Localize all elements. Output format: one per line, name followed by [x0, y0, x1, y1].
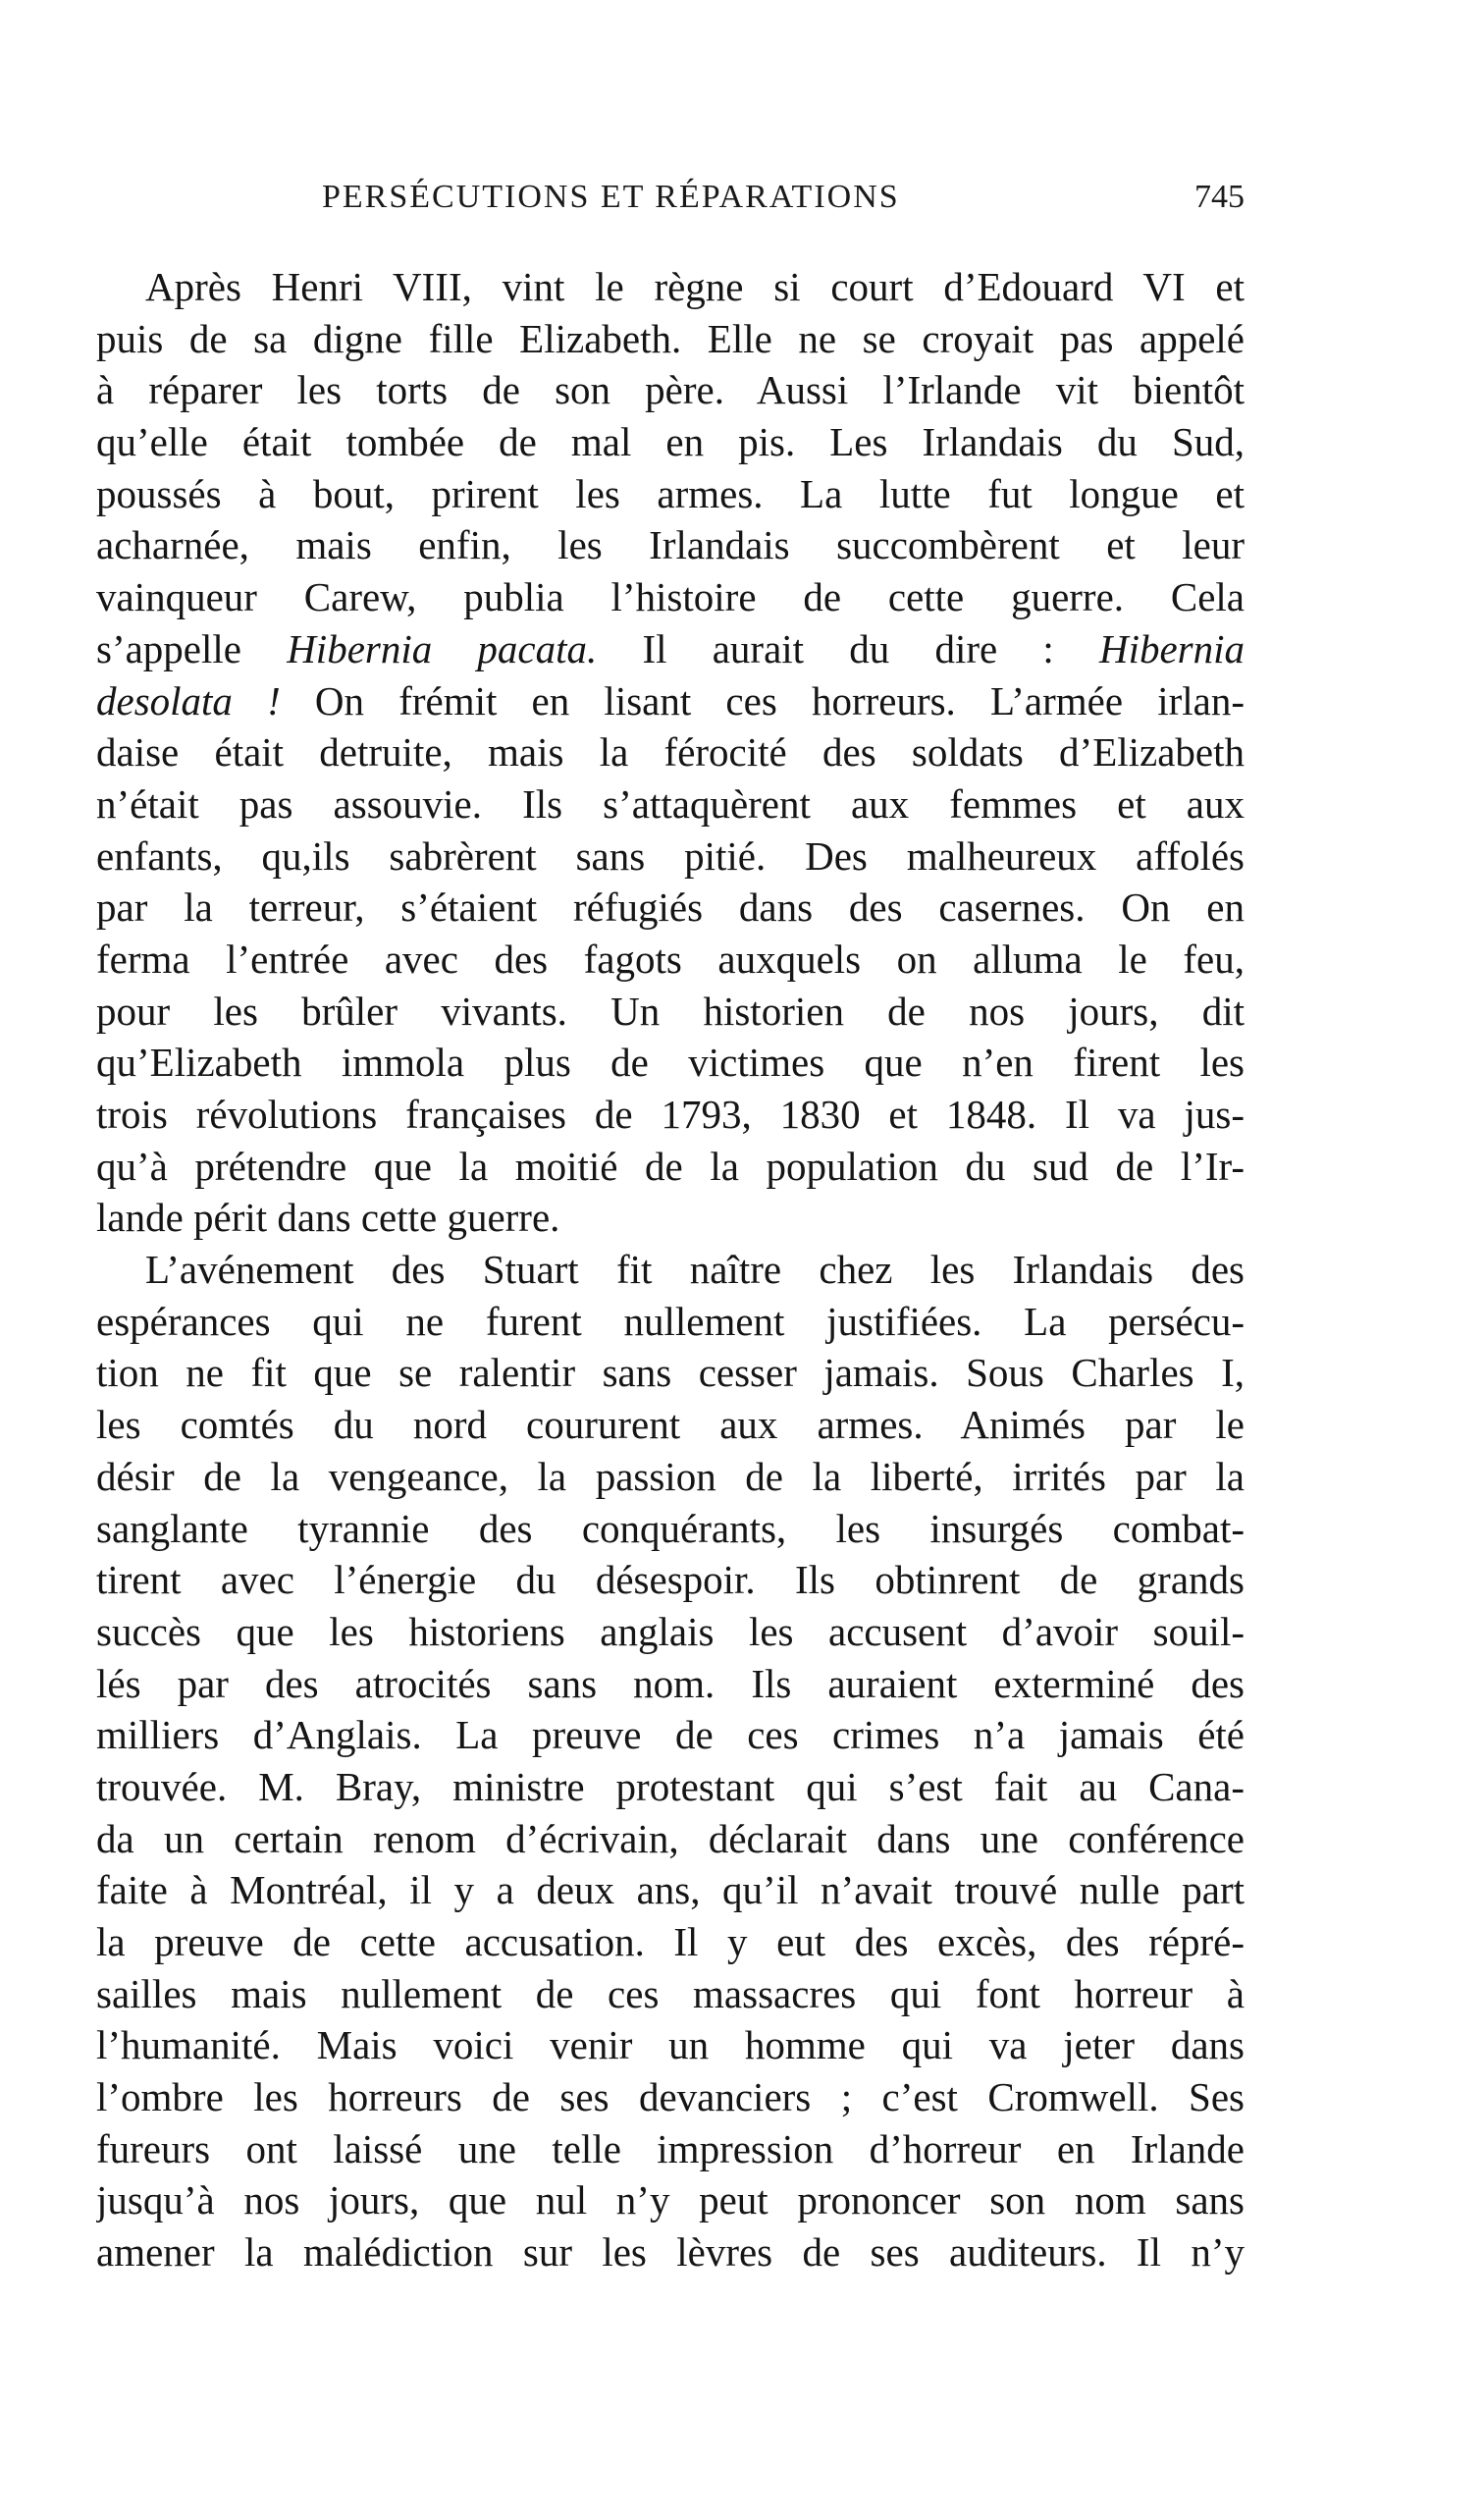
- text-line: tion ne fit que se ralentir sans cesser jamais. Sous Charles I,: [96, 1350, 1245, 1396]
- text-line: vainqueur Carew, publia l’histoire de cette guerre. Cela: [96, 574, 1245, 620]
- text-line: lande périt dans cette guerre.: [96, 1195, 560, 1241]
- running-header: [96, 179, 1245, 228]
- text-line: lés par des atrocités sans nom. Ils auraient exterminé des: [96, 1660, 1245, 1706]
- text-span: On frémit en lisant ces horreurs. L’armée irlan-: [280, 677, 1245, 723]
- text-line: les comtés du nord coururent aux armes. Animés par le: [96, 1402, 1245, 1448]
- italic-phrase: desolata !: [96, 677, 281, 723]
- text-line: trouvée. M. Bray, ministre protestant qui s’est fait au Cana-: [96, 1763, 1245, 1809]
- text-line: daise était detruite, mais la férocité des soldats d’Elizabeth: [96, 729, 1245, 776]
- text-line: amener la malédiction sur les lèvres de ses auditeurs. Il n’y: [96, 2229, 1245, 2276]
- text-line: espérances qui ne furent nullement justifiées. La persécu-: [96, 1298, 1245, 1344]
- text-line: Après Henri VIII, vint le règne si court d’Edouard VI et: [145, 264, 1245, 309]
- text-line: enfants, qu,ils sabrèrent sans pitié. Des malheureux affolés: [96, 832, 1245, 879]
- text-line: ferma l’entrée avec des fagots auxquels on alluma le feu,: [96, 936, 1245, 982]
- text-line: qu’Elizabeth immola plus de victimes que n’en firent les: [96, 1040, 1245, 1086]
- text-line: n’était pas assouvie. Ils s’attaquèrent aux femmes et aux: [96, 780, 1245, 827]
- text-line: acharnée, mais enfin, les Irlandais succombèrent et leur: [96, 522, 1245, 568]
- text-line: da un certain renom d’écrivain, déclarait dans une conférence: [96, 1815, 1245, 1861]
- page-number: 745: [1194, 179, 1245, 215]
- text-line: sailles mais nullement de ces massacres qui font horreur à: [96, 1970, 1245, 2016]
- text-line: poussés à bout, prirent les armes. La lutte fut longue et: [96, 470, 1245, 516]
- body-text: [96, 261, 1245, 2278]
- text-line: fureurs ont laissé une telle impression d’horreur en Irlande: [96, 2125, 1245, 2171]
- text-line: milliers d’Anglais. La preuve de ces crimes n’a jamais été: [96, 1712, 1245, 1758]
- text-line: puis de sa digne fille Elizabeth. Elle ne se croyait pas appelé: [96, 315, 1245, 361]
- text-line: trois révolutions françaises de 1793, 1830 et 1848. Il va jus-: [96, 1092, 1245, 1137]
- text-line: qu’à prétendre que la moitié de la population du sud de l’Ir-: [96, 1143, 1245, 1189]
- text-span: Il aurait du dire :: [597, 625, 1099, 671]
- text-line: qu’elle était tombée de mal en pis. Les Irlandais du Sud,: [96, 419, 1245, 465]
- text-line: [96, 675, 1245, 727]
- text-line: faite à Montréal, il y a deux ans, qu’il n’avait trouvé nulle part: [96, 1867, 1245, 1913]
- text-line: succès que les historiens anglais les accusent d’avoir souil-: [96, 1608, 1245, 1654]
- text-line: désir de la vengeance, la passion de la liberté, irrités par la: [96, 1453, 1245, 1499]
- text-line: L’avénement des Stuart fit naître chez les Irlandais des: [145, 1247, 1245, 1293]
- text-line: [96, 623, 1245, 675]
- italic-phrase: Hibernia: [1098, 625, 1245, 671]
- text-line: à réparer les torts de son père. Aussi l’Irlande vit bientôt: [96, 367, 1245, 413]
- text-line: sanglante tyrannie des conquérants, les insurgés combat-: [96, 1505, 1245, 1551]
- running-title: PERSÉCUTIONS ET RÉPARATIONS: [322, 179, 900, 215]
- text-line: l’ombre les horreurs de ses devanciers ; c’est Cromwell. Ses: [96, 2074, 1245, 2120]
- text-line: par la terreur, s’étaient réfugiés dans des casernes. On en: [96, 884, 1245, 931]
- text-line: pour les brûler vivants. Un historien de nos jours, dit: [96, 988, 1245, 1034]
- italic-phrase: Hibernia pacata.: [287, 625, 598, 671]
- text-line: jusqu’à nos jours, que nul n’y peut prononcer son nom sans: [96, 2177, 1245, 2223]
- text-line: la preuve de cette accusation. Il y eut des excès, des répré-: [96, 1919, 1245, 1964]
- text-line: l’humanité. Mais voici venir un homme qui va jeter dans: [96, 2022, 1245, 2068]
- text-span: s’appelle: [96, 625, 288, 671]
- text-line: tirent avec l’énergie du désespoir. Ils obtinrent de grands: [96, 1557, 1245, 1603]
